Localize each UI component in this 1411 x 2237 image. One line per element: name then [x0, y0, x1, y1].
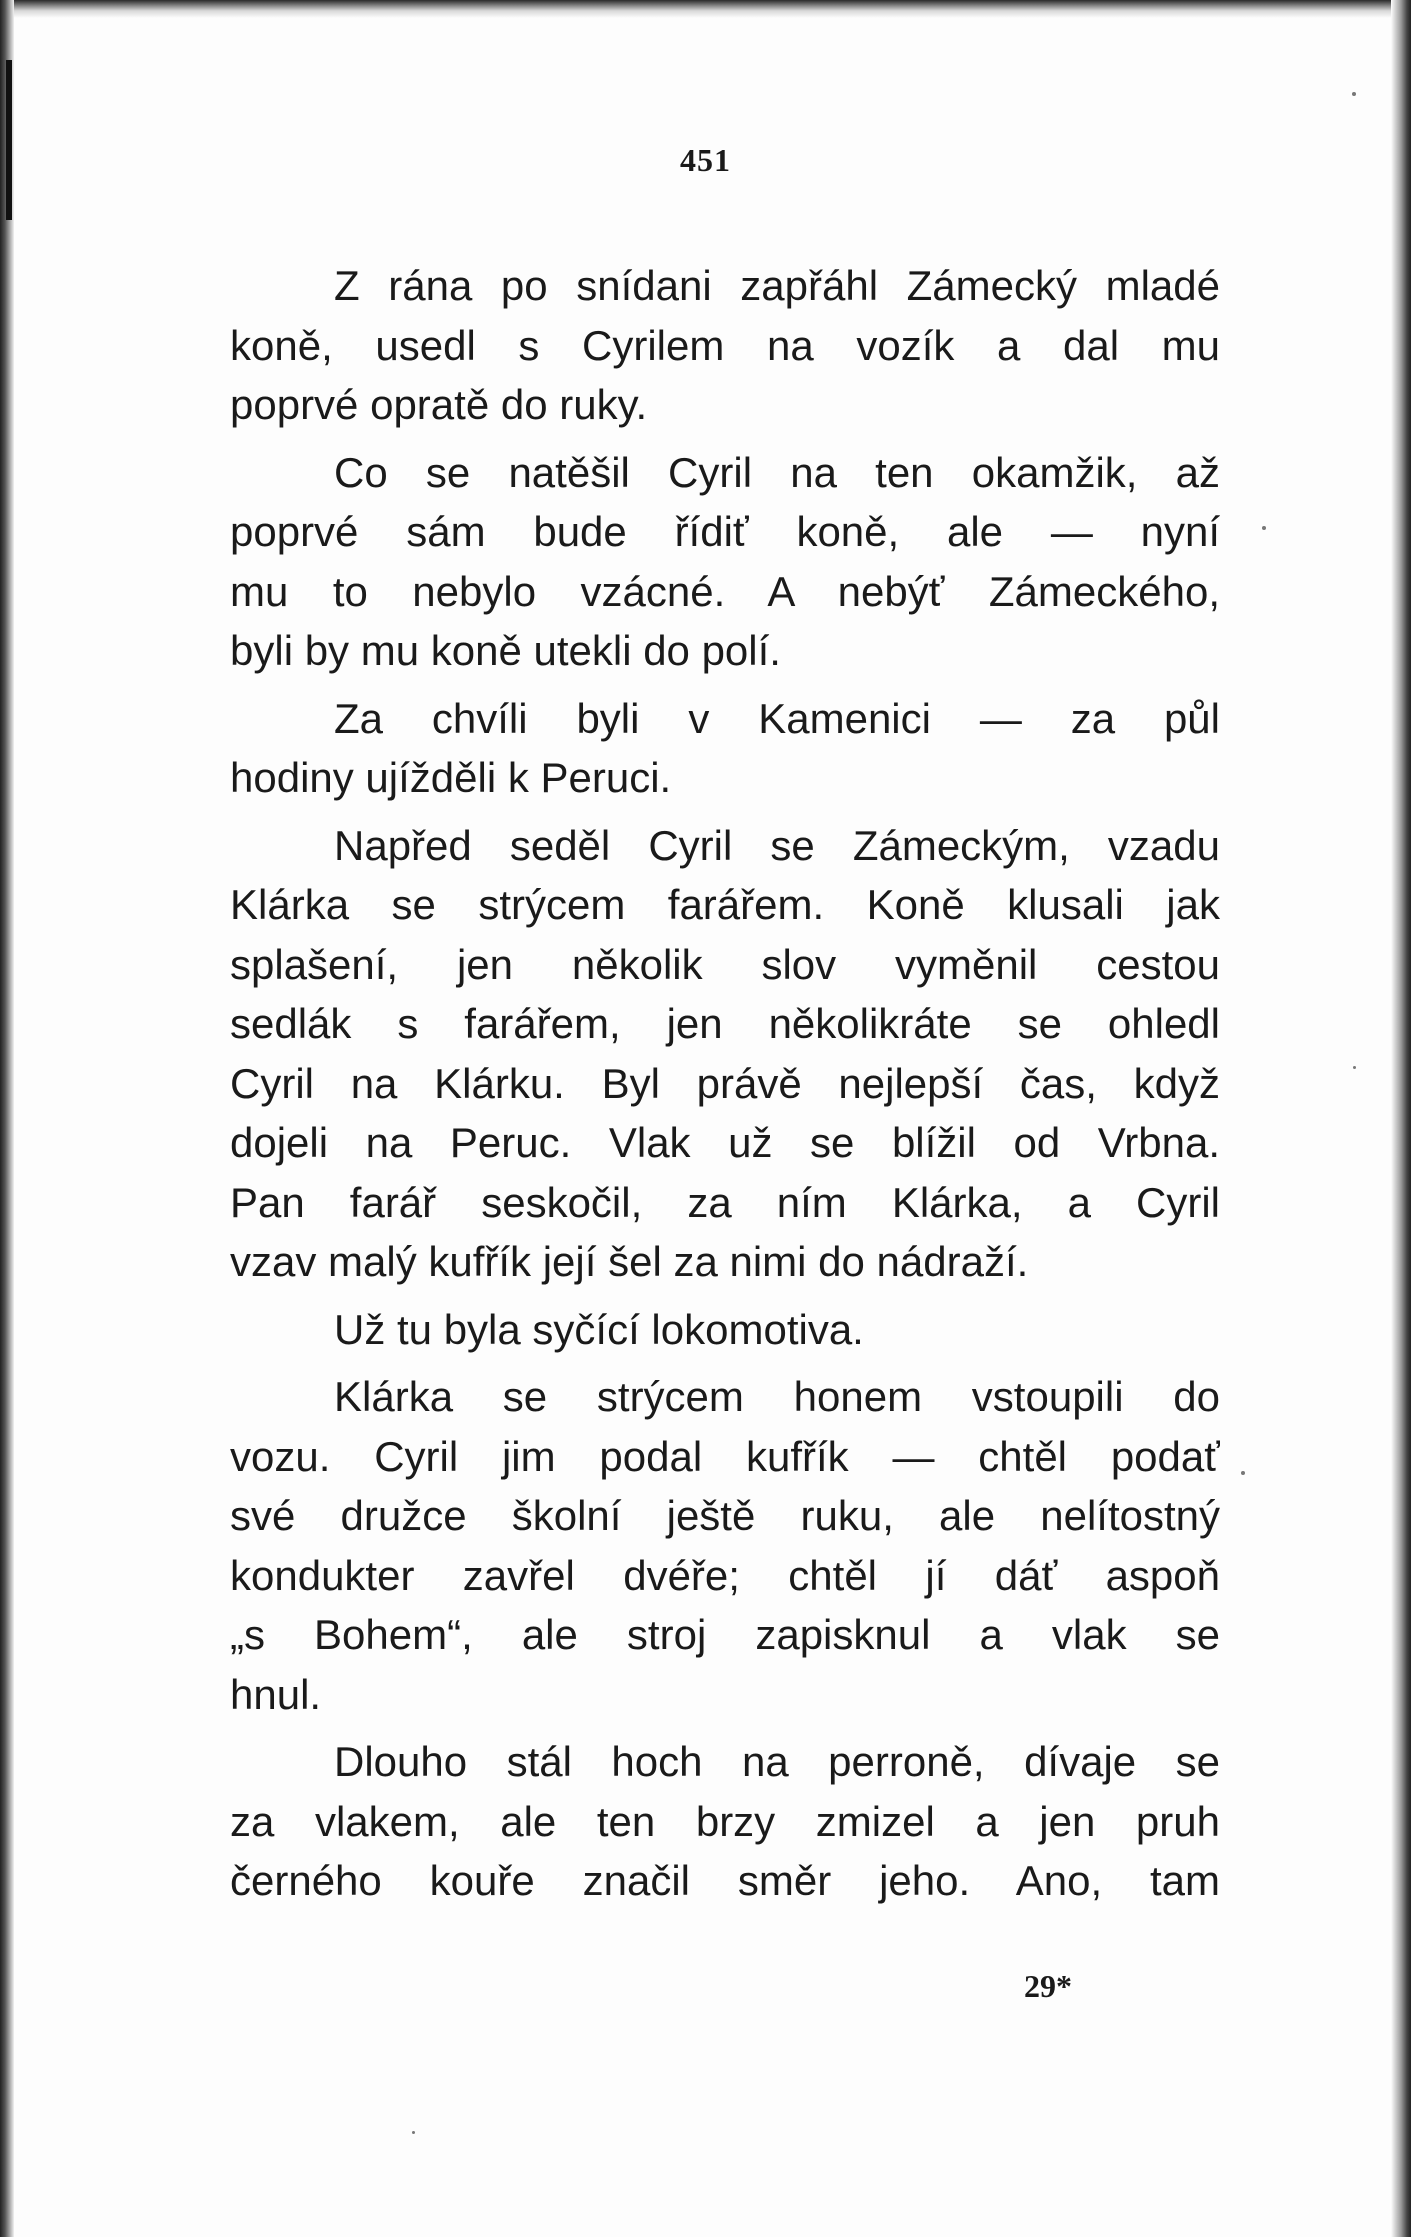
scan-speck [1241, 1471, 1245, 1475]
text-line: Klárka se strýcem farářem. Koně klusali jak [230, 881, 1220, 928]
text-line: Z rána po snídani zapřáhl Zámecký mladé [334, 262, 1220, 309]
paragraph [230, 689, 1220, 808]
text-line: Pan farář seskočil, za ním Klárka, a Cyril [230, 1178, 1220, 1226]
paragraph [230, 1300, 1220, 1360]
text-line: černého kouře značil směr jeho. Ano, tam [230, 1857, 1220, 1904]
text-line: Napřed seděl Cyril se Zámeckým, vzadu [334, 821, 1220, 869]
scan-speck [412, 2131, 415, 2134]
text-line: své družce školní ještě ruku, ale nelítostný [230, 1492, 1220, 1539]
text-line: Cyril na Klárku. Byl právě nejlepší čas, když [230, 1059, 1220, 1107]
paragraph [230, 1367, 1220, 1724]
scan-speck [1352, 92, 1356, 96]
text-line: dojeli na Peruc. Vlak už se blížil od Vrbna. [230, 1119, 1220, 1166]
text-line: poprvé sám bude řídiť koně, ale — nyní [230, 508, 1220, 555]
text-line: vozu. Cyril jim podal kufřík — chtěl podať [230, 1432, 1220, 1480]
scan-edge-right [1391, 0, 1411, 2237]
text-line: byli by mu koně utekli do polí. [230, 627, 781, 674]
paragraph [230, 1732, 1220, 1911]
paragraph [230, 816, 1220, 1292]
text-line: kondukter zavřel dvéře; chtěl jí dáť aspoň [230, 1551, 1220, 1599]
scan-speck [1353, 1066, 1356, 1069]
text-line: Co se natěšil Cyril na ten okamžik, až [334, 448, 1220, 496]
scan-edge-left [0, 0, 14, 2237]
text-line: vzav malý kufřík její šel za nimi do nádraží. [230, 1238, 1029, 1285]
text-line: sedlák s farářem, jen několikráte se ohledl [230, 1000, 1220, 1047]
scan-edge-top [0, 0, 1411, 18]
text-line: poprvé opratě do ruky. [230, 381, 648, 428]
paragraph [230, 256, 1220, 435]
text-line: Klárka se strýcem honem vstoupili do [334, 1373, 1220, 1420]
text-line: za vlakem, ale ten brzy zmizel a jen pruh [230, 1797, 1220, 1845]
page-number: 451 [680, 142, 731, 178]
text-line: koně, usedl s Cyrilem na vozík a dal mu [230, 321, 1220, 369]
paragraph [230, 443, 1220, 681]
text-line: Už tu byla syčící lokomotiva. [334, 1305, 864, 1353]
text-line: hodiny ujížděli k Peruci. [230, 754, 672, 801]
text-line: „s Bohem“, ale stroj zapisknul a vlak se [230, 1611, 1220, 1658]
text-line: hnul. [230, 1670, 322, 1718]
body-text [230, 256, 1220, 1911]
signature-mark: 29* [1024, 1968, 1072, 2004]
scan-speck [1262, 526, 1266, 530]
scan-binding-mark [6, 60, 12, 220]
text-line: Za chvíli byli v Kamenici — za půl [334, 694, 1220, 742]
text-line: mu to nebylo vzácné. A nebýť Zámeckého, [230, 567, 1220, 615]
text-line: Dlouho stál hoch na perroně, dívaje se [334, 1738, 1220, 1785]
text-line: splašení, jen několik slov vyměnil cestou [230, 940, 1220, 988]
